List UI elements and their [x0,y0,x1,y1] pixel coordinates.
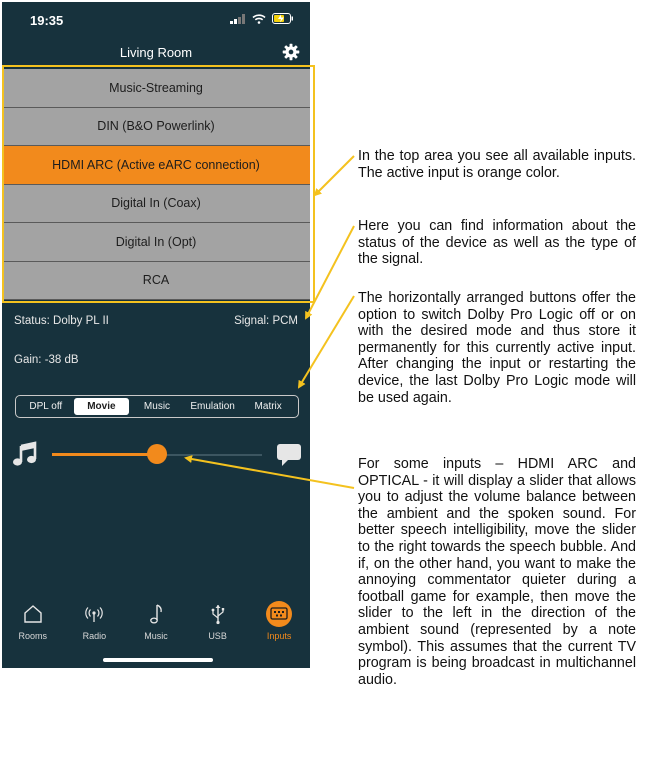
input-label: DIN (B&O Powerlink) [97,119,215,134]
mode-movie[interactable]: Movie [74,398,130,415]
mode-matrix[interactable]: Matrix [254,401,282,412]
status-label: Status: [14,315,50,327]
home-icon [19,600,47,628]
input-label: Digital In (Opt) [115,234,197,249]
status-icons [230,13,294,24]
music-note-icon [142,600,170,628]
annotation-status: Here you can find information about the status of the device as well as the type of the signal. [358,218,636,268]
tab-rooms[interactable] [2,600,64,650]
input-label: Music-Streaming [109,80,203,95]
slider-fill [52,453,157,456]
dolby-mode-selector [15,395,299,418]
status-value: Dolby PL II [53,315,109,327]
annotation-inputs: In the top area you see all available inputs. The active input is orange color. [358,148,636,181]
gain-value: -38 dB [44,354,79,366]
mode-music[interactable]: Music [143,401,171,412]
inputs-highlight-frame [2,65,315,303]
music-note-icon [11,440,39,468]
arrow-inputs [315,156,354,195]
tab-label: Rooms [18,631,48,641]
annotation-slider: For some inputs – HDMI ARC and OPTICAL - it will display a slider that allows you to adjust the volume balance between the ambient and the spoken sound. For better speech intelligibility, move the slider to the right towards the speech bubble. And if, on the other hand, you want to make the annoying commentator quieter during a football game for example, then move the slider to the left in the direction of the ambient sound (represented by a note symbol). This assumes that the current TV program is being broadcast in multichannel audio. [358,456,636,688]
tab-radio[interactable] [64,600,126,650]
gain-label: Gain: [14,354,42,366]
radio-icon [80,600,108,628]
mode-emulation[interactable]: Emulation [190,401,235,412]
input-label: RCA [142,273,170,288]
room-title: Living Room [119,45,193,60]
signal-label: Signal: [234,315,270,327]
tab-label: Inputs [266,631,292,641]
status-time: 19:35 [30,13,64,28]
home-indicator[interactable] [103,658,213,662]
gain-info [14,354,79,366]
mode-dpl-off[interactable]: DPL off [29,401,63,412]
annotation-modes: The horizontally arranged buttons offer the option to switch Dolby Pro Logic off or on with the desired mode and thus store it permanently for this currently active input. After changing the input or restarting the device, the last Dolby Pro Logic mode will be used again. [358,290,636,406]
tab-label: Music [144,631,168,641]
tab-inputs[interactable] [248,600,310,650]
tab-bar [2,600,310,650]
balance-slider [2,440,310,470]
cellular-signal-icon [230,14,246,24]
input-label: Digital In (Coax) [111,196,201,211]
tab-usb[interactable] [187,600,249,650]
tab-music[interactable] [125,600,187,650]
wifi-icon [252,14,266,24]
status-bar [2,2,310,40]
tab-label: USB [208,631,227,641]
input-label: HDMI ARC (Active eARC connection) [52,157,260,172]
inputs-icon [265,600,293,628]
signal-info [234,315,298,327]
speech-bubble-icon [276,442,302,468]
slider-thumb[interactable] [147,444,167,464]
status-info [14,315,109,327]
usb-icon [204,600,232,628]
tab-label: Radio [82,631,107,641]
gear-icon[interactable] [282,43,300,61]
signal-value: PCM [272,315,298,327]
battery-charging-icon [272,13,294,24]
